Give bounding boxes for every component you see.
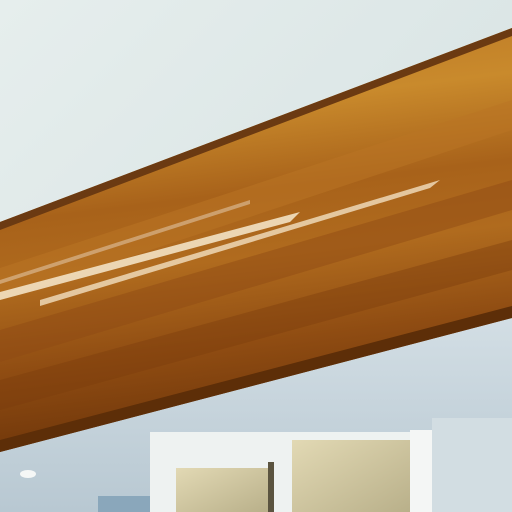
window (98, 418, 512, 512)
ceiling-light (20, 470, 36, 478)
